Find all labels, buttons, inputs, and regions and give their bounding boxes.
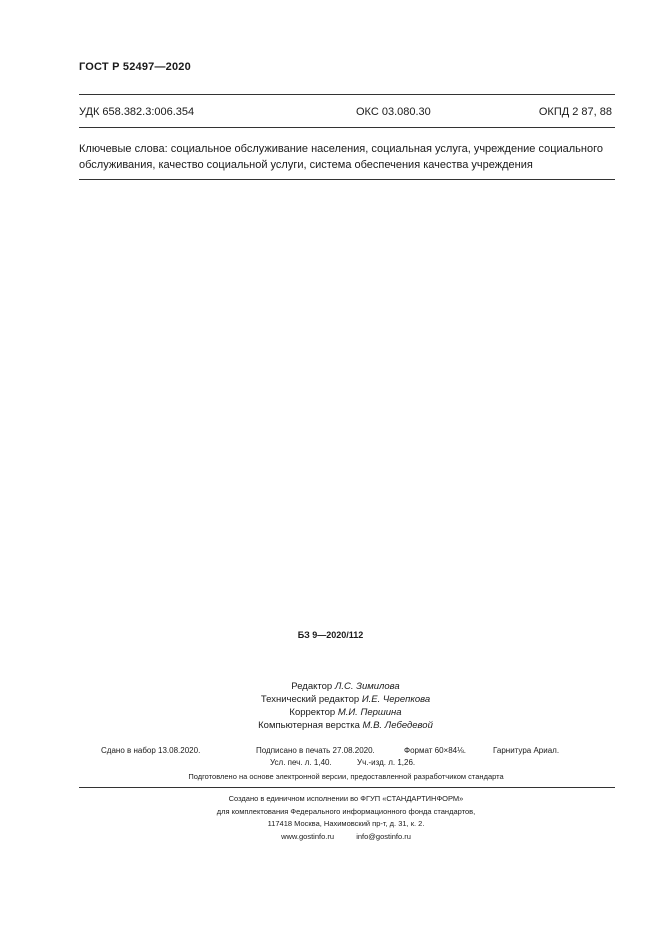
tech-editor-name: И.Е. Черепкова bbox=[361, 694, 431, 705]
layout-line bbox=[0, 719, 661, 732]
print-info-row-2 bbox=[270, 756, 470, 769]
signed-date: Подписано в печать 27.08.2020. bbox=[256, 746, 375, 755]
proofreader-name: М.И. Першина bbox=[337, 707, 402, 718]
keywords-line-1: Ключевые слова: социальное обслуживание населения, социальная услуга, учреждение социального bbox=[79, 143, 603, 155]
editors-block bbox=[0, 680, 661, 732]
classification-divider bbox=[79, 127, 615, 128]
keywords-block bbox=[79, 141, 615, 173]
udk-code: УДК 658.382.3:006.354 bbox=[79, 106, 195, 118]
editor-name: Л.С. Зимилова bbox=[334, 681, 400, 692]
prepared-note: Подготовлено на основе электронной версии, предоставленной разработчиком стандарта bbox=[188, 772, 504, 781]
publisher-block bbox=[0, 793, 661, 843]
publisher-line-2: для комплектования Федерального информационного фонда стандартов, bbox=[216, 806, 476, 816]
editor-role: Редактор bbox=[291, 681, 333, 692]
editor-line bbox=[0, 680, 661, 693]
bz-number: БЗ 9—2020/112 bbox=[297, 630, 364, 640]
top-divider bbox=[79, 94, 615, 95]
typeface: Гарнитура Ариал. bbox=[493, 746, 560, 755]
publisher-line-1: Создано в единичном исполнении во ФГУП «СТАНДАРТИНФОРМ» bbox=[228, 794, 464, 803]
okpd-code: ОКПД 2 87, 88 bbox=[538, 106, 612, 118]
print-sheets: Усл. печ. л. 1,40. bbox=[270, 758, 332, 767]
proofreader-line bbox=[0, 706, 661, 719]
email-link[interactable]: info@gostinfo.ru bbox=[356, 831, 411, 841]
tech-editor-line bbox=[0, 693, 661, 706]
oks-code: ОКС 03.080.30 bbox=[356, 106, 431, 118]
publishing-sheets: Уч.-изд. л. 1,26. bbox=[357, 758, 416, 767]
keywords-line-2: обслуживания, качество социальной услуги, система обеспечения качества учреждения bbox=[79, 159, 533, 171]
layout-name: М.В. Лебедевой bbox=[362, 720, 433, 731]
classification-row bbox=[79, 106, 612, 118]
submitted-date: Сдано в набор 13.08.2020. bbox=[101, 746, 201, 755]
publisher-contacts bbox=[0, 831, 661, 844]
tech-editor-role: Технический редактор bbox=[260, 694, 360, 705]
paper-format: Формат 60×84⅛. bbox=[404, 746, 467, 755]
standard-code: ГОСТ Р 52497—2020 bbox=[79, 61, 191, 73]
keywords-divider bbox=[79, 179, 615, 180]
publisher-divider bbox=[79, 787, 615, 788]
layout-role: Компьютерная верстка bbox=[258, 720, 360, 731]
website-link[interactable]: www.gostinfo.ru bbox=[281, 831, 335, 841]
publisher-address: 117418 Москва, Нахимовский пр-т, д. 31, к. 2. bbox=[267, 819, 425, 828]
proofreader-role: Корректор bbox=[289, 707, 336, 718]
